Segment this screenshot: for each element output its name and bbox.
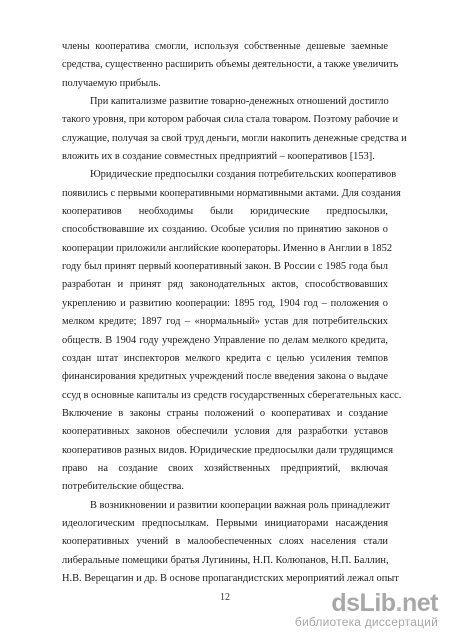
text-line: такого уровня, при котором рабочая сила стала товаром. Поэтому рабочие и xyxy=(62,114,399,126)
text-line: ссуд в основные капиталы из средств государственных сберегательных касс. xyxy=(62,389,402,401)
text-line: Юридические предпосылки создания потребительских кооперативов xyxy=(90,169,397,181)
text-line: вложить их в создание совместных предприятий – кооперативов [153]. xyxy=(62,151,375,163)
paragraph-4 xyxy=(62,497,399,589)
text-line: кооперативных учений в малообеспеченных слоях населения стали xyxy=(62,536,388,548)
text-line: средства, существенно расширить объемы деятельности, а также увеличить xyxy=(62,59,399,71)
text-line: кооперативов необходимы были юридические предпосылки, xyxy=(62,206,388,218)
text-line: мелком кредите; 1897 год – «нормальный» устав для потребительских xyxy=(62,316,388,328)
paragraph-3 xyxy=(62,166,402,496)
text-line: разработан и принят ряд законодательных актов, способствовавших xyxy=(62,279,388,291)
text-line: кооперативных законов обеспечили условия для разработки уставов xyxy=(62,426,388,438)
watermark-logo-dot: . xyxy=(395,589,402,617)
text-line: Включение в законы страны положений о кооперативах и создание xyxy=(62,407,388,419)
text-line: способствовавшие их созданию. Особые усилия по принятию законов о xyxy=(62,224,388,236)
watermark-subtitle: библиотека диссертаций xyxy=(294,615,438,629)
paragraph-2 xyxy=(62,93,407,166)
watermark xyxy=(295,590,438,629)
text-line: кооперации приложили английские кооператоры. Именно в Англии в 1852 xyxy=(62,242,393,254)
text-line: Н.В. Верещагин и др. В основе пропагандистских мероприятий лежал опыт xyxy=(62,572,399,584)
text-line: укреплению и развитию кооперации: 1895 год, 1904 год – положения о xyxy=(62,297,388,309)
watermark-logo-tld: net xyxy=(402,589,438,617)
page-number: 12 xyxy=(220,592,230,603)
text-line: получаемую прибыль. xyxy=(62,77,161,89)
text-line: кооперативов разных видов. Юридические предпосылки дали трудящимся xyxy=(62,444,394,456)
text-line: создан штат инспекторов мелкого кредита с целью усиления темпов xyxy=(62,352,388,364)
text-line: В возникновении и развитии кооперации важная роль принадлежит xyxy=(90,499,391,511)
text-line: обществ. В 1904 году учреждено Управление по делам мелкого кредита, xyxy=(62,334,388,346)
text-line: право на создание своих хозяйственных предприятий, включая xyxy=(62,462,388,474)
watermark-logo-main: dsLib xyxy=(331,589,396,617)
text-line: члены кооператива смогли, используя собственные дешевые заемные xyxy=(62,41,388,52)
text-line: При капитализме развитие товарно-денежных отношений достигло xyxy=(90,96,389,108)
text-line: служащие, получая за свой труд деньги, могли накопить денежные средства и xyxy=(62,132,407,144)
text-line: идеологическим предпосылкам. Первыми инициаторами насаждения xyxy=(62,517,388,529)
text-line: финансирования кредитных учреждений после введения закона о выдаче xyxy=(62,371,388,383)
watermark-logo xyxy=(295,590,438,616)
text-line: появились с первыми кооперативными нормативными актами. Для создания xyxy=(62,187,401,199)
text-line: году был принят первый кооперативный закон. В России с 1985 года был xyxy=(62,261,388,273)
text-line: либеральные помещики братья Лугинины, Н.П. Колюпанов, Н.П. Баллин, xyxy=(62,554,389,566)
document-body xyxy=(62,38,407,588)
text-line: потребительские общества. xyxy=(62,481,184,493)
paragraph-1 xyxy=(62,38,399,93)
